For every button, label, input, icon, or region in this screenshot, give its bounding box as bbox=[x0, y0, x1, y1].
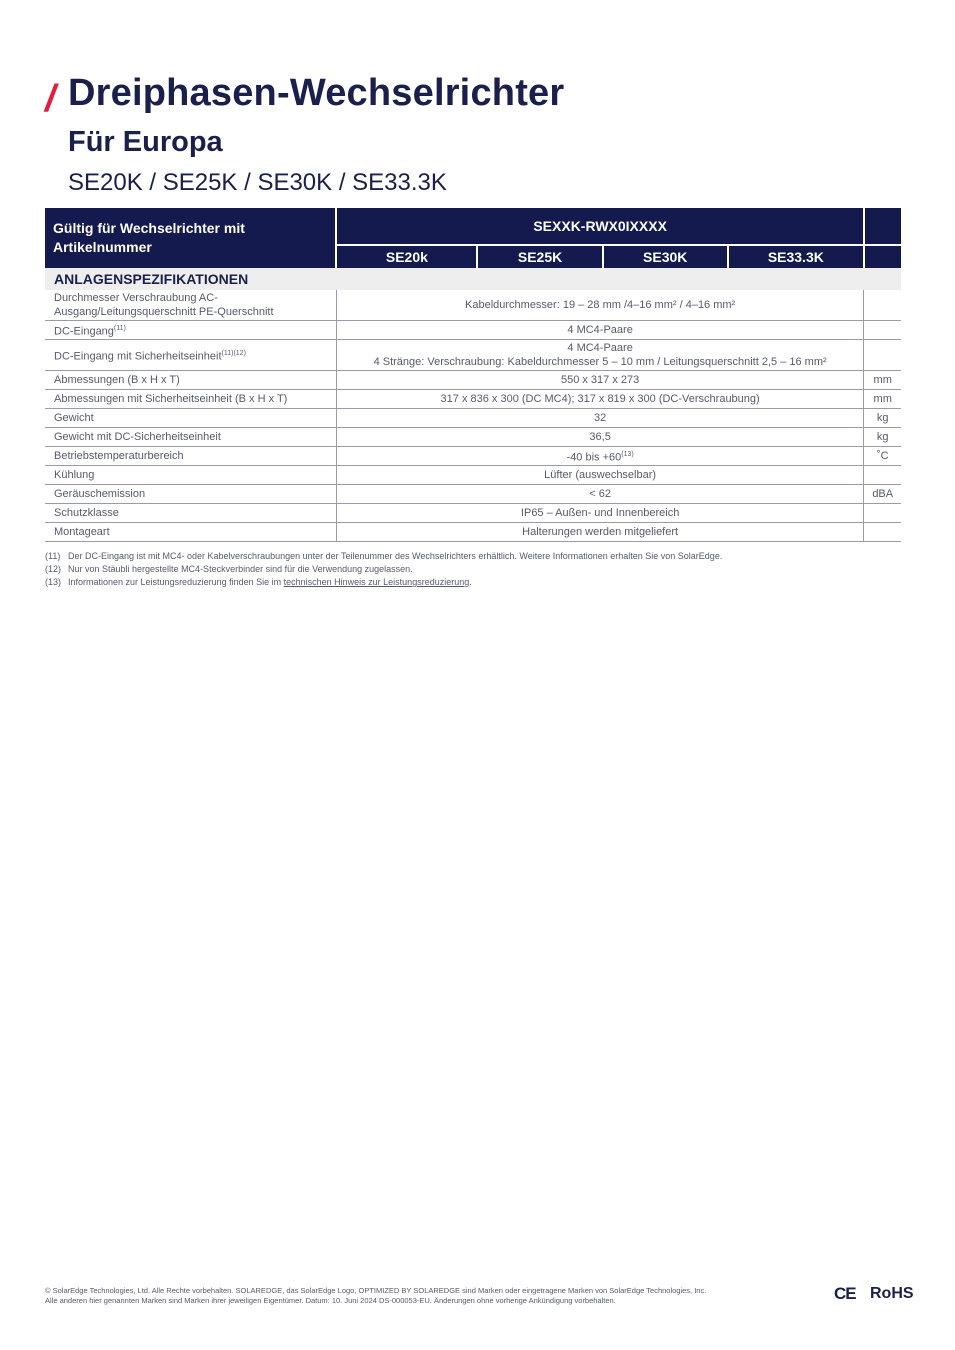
legal-line: Alle anderen hier genannten Marken sind Marken ihrer jeweiligen Eigentümer. Datum: 10. Juni 2024 DS-000053-EU. Änderungen ohne vorherige Ankündigung vorbehalten. bbox=[45, 1296, 616, 1305]
row-value: 36,5 bbox=[336, 428, 864, 447]
footnote bbox=[45, 563, 722, 576]
spec-table bbox=[45, 208, 901, 542]
section-title: ANLAGENSPEZIFIKATIONEN bbox=[45, 268, 901, 290]
table-row bbox=[45, 485, 901, 504]
row-unit: mm bbox=[864, 390, 901, 409]
footnotes bbox=[45, 550, 722, 589]
row-label: Kühlung bbox=[45, 466, 336, 485]
footnote-text: Der DC-Eingang ist mit MC4- oder Kabelverschraubungen unter der Teilenummer des Wechselrichters erhältlich. Weitere Informationen erhalten Sie von SolarEdge. bbox=[68, 551, 723, 561]
footnote-text: Informationen zur Leistungsreduzierung finden Sie im technischen Hinweis zur Leistungsreduzierung. bbox=[68, 577, 472, 587]
table-row bbox=[45, 390, 901, 409]
model-header: SE25K bbox=[477, 245, 602, 268]
row-unit: dBA bbox=[864, 485, 901, 504]
row-unit bbox=[864, 466, 901, 485]
row-value: -40 bis $+60^{(13)}$ bbox=[336, 447, 864, 466]
row-value: 317 x 836 x 300 (DC MC4); 317 x 819 x 300 (DC-Verschraubung) bbox=[336, 390, 864, 409]
row-label: Abmessungen mit Sicherheitseinheit (B x H x T) bbox=[45, 390, 336, 409]
table-row bbox=[45, 290, 901, 321]
table-row bbox=[45, 504, 901, 523]
row-label: Geräuschemission bbox=[45, 485, 336, 504]
row-label: Schutzklasse bbox=[45, 504, 336, 523]
row-value: Kabeldurchmesser: 19 – 28 mm /4–16 mm² / 4–16 mm² bbox=[336, 290, 864, 321]
legal-line: © SolarEdge Technologies, Ltd. Alle Rechte vorbehalten. SOLAREDGE, das SolarEdge Logo, OPTIMIZED BY SOLAREDGE sind Marken oder eingetragene Marken von SolarEdge Technologies, Inc. bbox=[45, 1286, 707, 1295]
row-label: DC-Eingang$^{(11)}$ bbox=[45, 321, 336, 340]
page-title: Dreiphasen-Wechselrichter bbox=[68, 72, 565, 114]
table-row bbox=[45, 371, 901, 390]
row-label: DC-Eingang mit Sicherheitseinheit$^{(11)(12)}$ bbox=[45, 340, 336, 371]
derating-note-link[interactable]: technischen Hinweis zur Leistungsreduzierung bbox=[283, 577, 470, 587]
row-unit bbox=[864, 290, 901, 321]
footnote-number: (12) bbox=[45, 564, 62, 574]
model-list: SE20K / SE25K / SE30K / SE33.3K bbox=[68, 169, 447, 196]
rohs-mark-icon: RoHS bbox=[870, 1285, 914, 1302]
row-value: 32 bbox=[336, 409, 864, 428]
row-unit bbox=[864, 321, 901, 340]
row-unit bbox=[864, 523, 901, 542]
row-label: Montageart bbox=[45, 523, 336, 542]
row-unit: mm bbox=[864, 371, 901, 390]
table-row bbox=[45, 466, 901, 485]
row-unit: kg bbox=[864, 428, 901, 447]
row-value: Lüfter (auswechselbar) bbox=[336, 466, 864, 485]
table-row bbox=[45, 321, 901, 340]
footnote bbox=[45, 576, 722, 589]
header-unit-cell bbox=[864, 208, 901, 245]
row-label: Durchmesser Verschraubung AC-Ausgang/Leitungsquerschnitt PE-Querschnitt bbox=[45, 290, 336, 321]
footnote-number: (11) bbox=[45, 551, 61, 561]
row-unit: kg bbox=[864, 409, 901, 428]
row-label: Betriebstemperaturbereich bbox=[45, 447, 336, 466]
part-number: SEXXK-RWX0IXXXX bbox=[336, 208, 864, 245]
table-row bbox=[45, 409, 901, 428]
table-row bbox=[45, 447, 901, 466]
row-label: Gewicht mit DC-Sicherheitseinheit bbox=[45, 428, 336, 447]
row-unit bbox=[864, 340, 901, 371]
row-value: 550 x 317 x 273 bbox=[336, 371, 864, 390]
row-value: 4 MC4-Paare 4 Stränge: Verschraubung: Kabeldurchmesser 5 – 10 mm / Leitungsquerschnitt 2,5 – 16 mm² bbox=[336, 340, 864, 371]
row-unit bbox=[864, 504, 901, 523]
row-label: Gewicht bbox=[45, 409, 336, 428]
header-label: Gültig für Wechselrichter mit Artikelnummer bbox=[45, 208, 336, 268]
row-value: IP65 – Außen- und Innenbereich bbox=[336, 504, 864, 523]
model-header: SE33.3K bbox=[728, 245, 864, 268]
row-value: < 62 bbox=[336, 485, 864, 504]
table-row bbox=[45, 523, 901, 542]
model-header: SE30K bbox=[603, 245, 728, 268]
table-row bbox=[45, 340, 901, 371]
row-value: 4 MC4-Paare bbox=[336, 321, 864, 340]
footnote bbox=[45, 550, 722, 563]
row-value: Halterungen werden mitgeliefert bbox=[336, 523, 864, 542]
legal-notice bbox=[45, 1286, 805, 1306]
row-unit: ˚C bbox=[864, 447, 901, 466]
page-subtitle: Für Europa bbox=[68, 126, 223, 158]
row-label: Abmessungen (B x H x T) bbox=[45, 371, 336, 390]
table-row bbox=[45, 428, 901, 447]
model-header: SE20k bbox=[336, 245, 477, 268]
brand-slash: / bbox=[45, 78, 56, 120]
footnote-text: Nur von Stäubli hergestellte MC4-Steckverbinder sind für die Verwendung zugelassen. bbox=[68, 564, 413, 574]
footnote-number: (13) bbox=[45, 577, 62, 587]
header-unit-cell bbox=[864, 245, 901, 268]
ce-mark-icon: CE bbox=[834, 1284, 856, 1303]
